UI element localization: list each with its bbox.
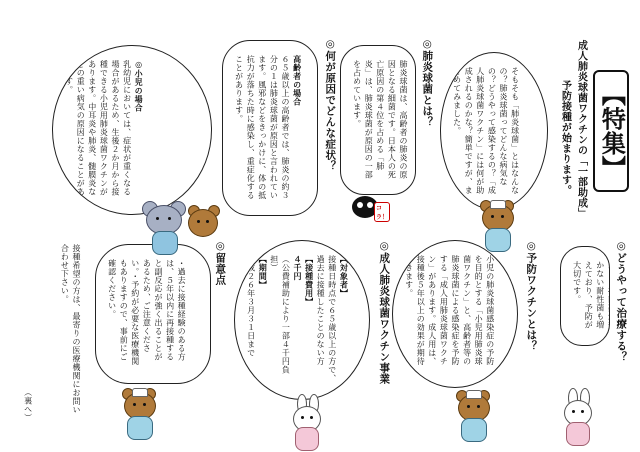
vaccine-text: 小児の肺炎球菌感染症の予防を目的とする「小児用肺炎球菌ワクチン」と、高齢者等の肺炎球菌による感染症を予防する「成人用肺炎球菌ワクチン」があります。成人用は、接種後５年以上の効果が期待できます。 xyxy=(404,255,495,366)
intro-bubble xyxy=(440,52,548,210)
cause-subheading: 高齢者の場合 xyxy=(292,55,302,106)
program-period-text: 平成２６年３月３１日まで xyxy=(246,255,256,357)
program-cost-label: 【接種費用】 xyxy=(304,255,314,306)
bear-nurse-character-left xyxy=(120,386,160,441)
program-target-text: 接種日時点で６５歳以上の方で、過去に接種したことのない方 xyxy=(316,255,337,383)
germ-character xyxy=(350,190,390,224)
bear-nurse-character-bottom xyxy=(454,388,494,443)
germ-label: コラ！ xyxy=(374,202,390,222)
bear-nurse-character xyxy=(478,198,518,248)
vaccine-heading: ◎予防ワクチンとは？ xyxy=(525,240,538,352)
treatment-text: かない耐性菌も増えており、予防が大切です。 xyxy=(572,261,605,329)
notes-text: ・過去に接種経験のある方は、５年以内に再接種すると副反応が強く出ることがあるため、ご注意ください。・予約が必要な医療機関もありますので、事前にご確認ください。 xyxy=(107,259,187,366)
koala-bear-pair-character xyxy=(140,195,220,255)
special-feature-badge: 【特集】 xyxy=(593,70,629,192)
program-text xyxy=(245,255,349,385)
footer-page-indicator: （裏へ） xyxy=(23,388,33,422)
cause-heading: ◎何が原因でどんな症状？ xyxy=(324,38,337,172)
notes-heading: ◎留意点 xyxy=(214,240,227,286)
title-line-1: 成人肺炎球菌ワクチンの「一部助成」 xyxy=(575,40,587,219)
intro-text: そもそも「肺炎球菌」とはなんなの？肺炎球菌ってどんな病気なの？どうやって感染するの？「成人肺炎球菌ワクチン」には何が助成されるのかな？簡単ですが、まとめてみました。 xyxy=(452,67,520,195)
notes-bubble xyxy=(95,244,211,384)
cause-body: ６５歳以上の高齢者では、肺炎の約３分の１は肺炎球菌が原因と言われています。風邪などをきっかけに、体の抵抗力が落ちた時に感染し、重症化することがあります。 xyxy=(234,55,290,200)
what-is-heading: ◎肺炎球菌とは？ xyxy=(421,38,434,128)
treatment-heading: ◎どうやって治療する？ xyxy=(615,240,628,363)
children-subheading: ◎小児の場合 xyxy=(134,60,144,112)
title-line-2: 予防接種が始まります。 xyxy=(559,80,571,196)
vaccine-bubble xyxy=(392,240,518,388)
footer-text: 接種希望の方は、最寄りの医療機関にお問い合わせ下さい。 xyxy=(60,244,81,414)
cause-text xyxy=(233,55,303,201)
program-target-label: 【対象者】 xyxy=(339,255,349,298)
what-is-bubble xyxy=(340,45,416,195)
program-heading: ◎成人肺炎球菌ワクチン事業 xyxy=(378,240,391,385)
cause-bubble xyxy=(222,40,318,216)
what-is-text: 肺炎球菌は、高齢者の肺炎の原因となる細菌です。日本人の死亡原因の第４位を占める「肺炎」は、肺炎球菌が原因の一部を占めています。 xyxy=(352,60,408,179)
program-cost-value: ４千円 xyxy=(292,255,302,281)
program-period-label: 【期間】 xyxy=(258,255,268,289)
program-cost-note: （公費補助により一部４千円負担） xyxy=(269,255,291,374)
program-bubble xyxy=(234,240,370,400)
children-text xyxy=(63,60,144,200)
treatment-bubble xyxy=(560,246,610,346)
children-body: 乳幼児においては、症状が重くなる場合があるため、生後２か月から接種できる小児用肺炎球菌ワクチンがあります。中耳炎や肺炎、髄膜炎などの重い病気の原因になることがあります。 xyxy=(64,60,132,196)
rabbit-character-middle xyxy=(290,394,330,449)
rabbit-nurse-character-right xyxy=(560,388,610,448)
children-bubble xyxy=(52,45,212,215)
